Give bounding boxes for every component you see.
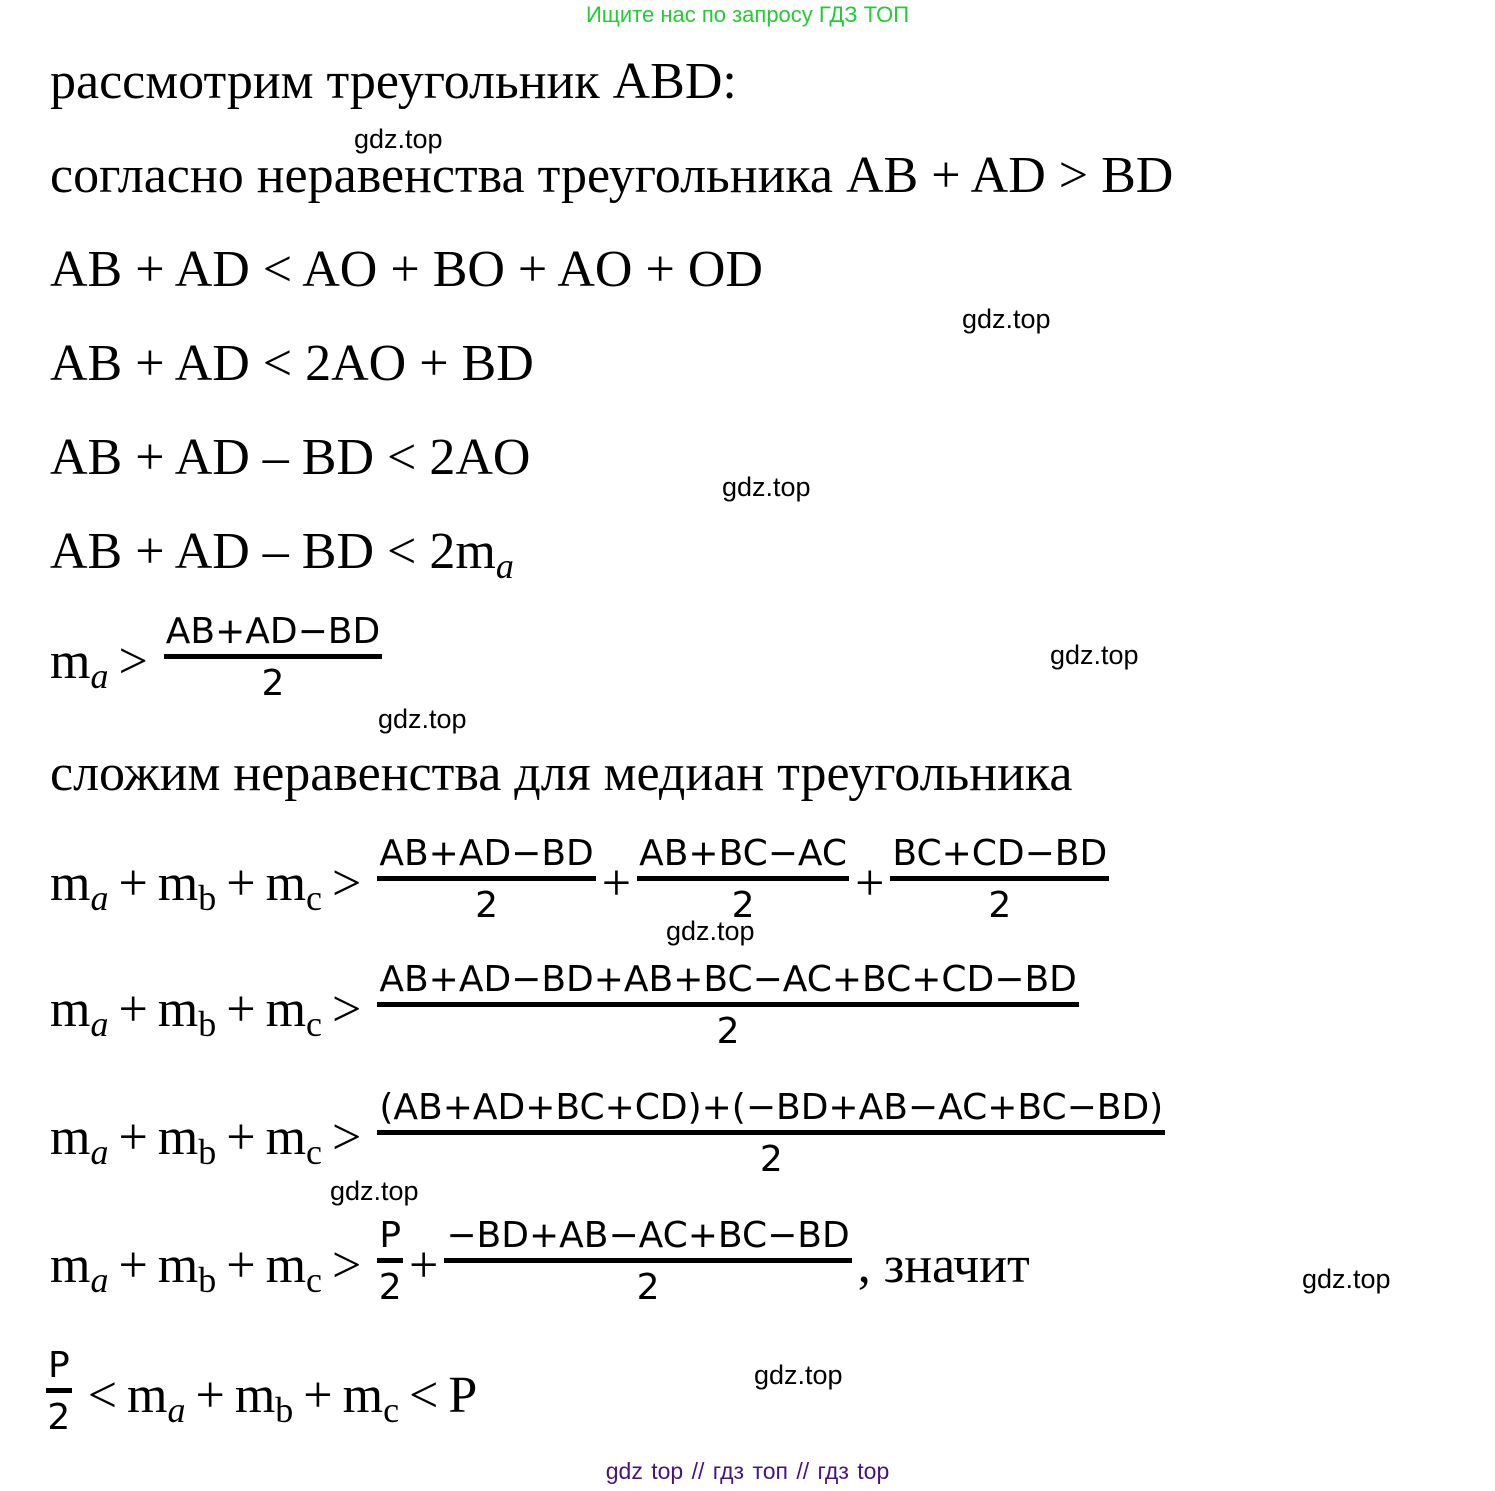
m: m [50, 632, 91, 690]
line-consider-triangle: рассмотрим треугольник ABD: [50, 53, 737, 110]
watermark: gdz.top [354, 124, 443, 154]
line-final-result: P 2 < m a + m b + m c < P [46, 1346, 477, 1445]
watermark: gdz.top [378, 704, 467, 734]
fraction: −BD+AB−AC+BC−BD 2 [446, 1215, 850, 1308]
line-inequality-5: AB + AD – BD < 2AO [50, 429, 531, 486]
fraction: AB+BC−AC 2 [639, 833, 848, 926]
watermark: gdz.top [1050, 640, 1139, 670]
expr: AB + AD – BD < 2m [50, 523, 496, 580]
line-sum-3: m a + m b + m c > (AB+AD+BC+CD)+(−BD+AB−AC+BC−BD) 2 [50, 1088, 1171, 1187]
top-banner: Ищите нас по запросу ГДЗ ТОП [585, 2, 910, 27]
watermark: gdz.top [962, 304, 1051, 334]
therefore-text: , значит [857, 1236, 1030, 1294]
fraction: AB+AD−BD 2 [379, 833, 594, 926]
line-inequality-3: AB + AD < AO + BO + AO + OD [50, 241, 763, 298]
fraction: P 2 [378, 1215, 402, 1308]
gt-sign: > [118, 632, 148, 690]
watermark: gdz.top [666, 916, 755, 946]
line-ma-bound [50, 612, 388, 711]
subscript-a: a [90, 655, 109, 696]
fraction: AB+AD−BD+AB+BC−AC+BC+CD−BD 2 [379, 959, 1077, 1052]
fraction: (AB+AD+BC+CD)+(−BD+AB−AC+BC−BD) 2 [379, 1087, 1164, 1180]
bottom-banner: gdz top // гдз топ // гдз top [605, 1458, 890, 1484]
line-triangle-inequality: согласно неравенства треугольника AB + AD > BD [50, 147, 1174, 204]
fraction: P 2 [47, 1345, 71, 1438]
line-sum-medians-text: сложим неравенства для медиан треугольника [50, 745, 1073, 802]
watermark: gdz.top [330, 1176, 419, 1206]
watermark: gdz.top [722, 472, 811, 502]
line-sum-1: m a + m b + m c > AB+AD−BD 2 + AB+BC−AC 2 + BC+CD−BD 2 [50, 834, 1115, 933]
fraction: AB+AD−BD 2 [165, 611, 381, 704]
fraction: BC+CD−BD 2 [892, 833, 1108, 926]
watermark: gdz.top [754, 1360, 843, 1390]
line-inequality-4: AB + AD < 2AO + BD [50, 335, 534, 392]
subscript-a: a [495, 546, 514, 586]
watermark: gdz.top [1302, 1264, 1391, 1294]
line-inequality-6 [50, 522, 514, 586]
line-sum-4: m a + m b + m c > P 2 + −BD+AB−AC+BC−BD 2 , значит [50, 1216, 1030, 1315]
line-sum-2: m a + m b + m c > AB+AD−BD+AB+BC−AC+BC+CD−BD 2 [50, 960, 1085, 1059]
